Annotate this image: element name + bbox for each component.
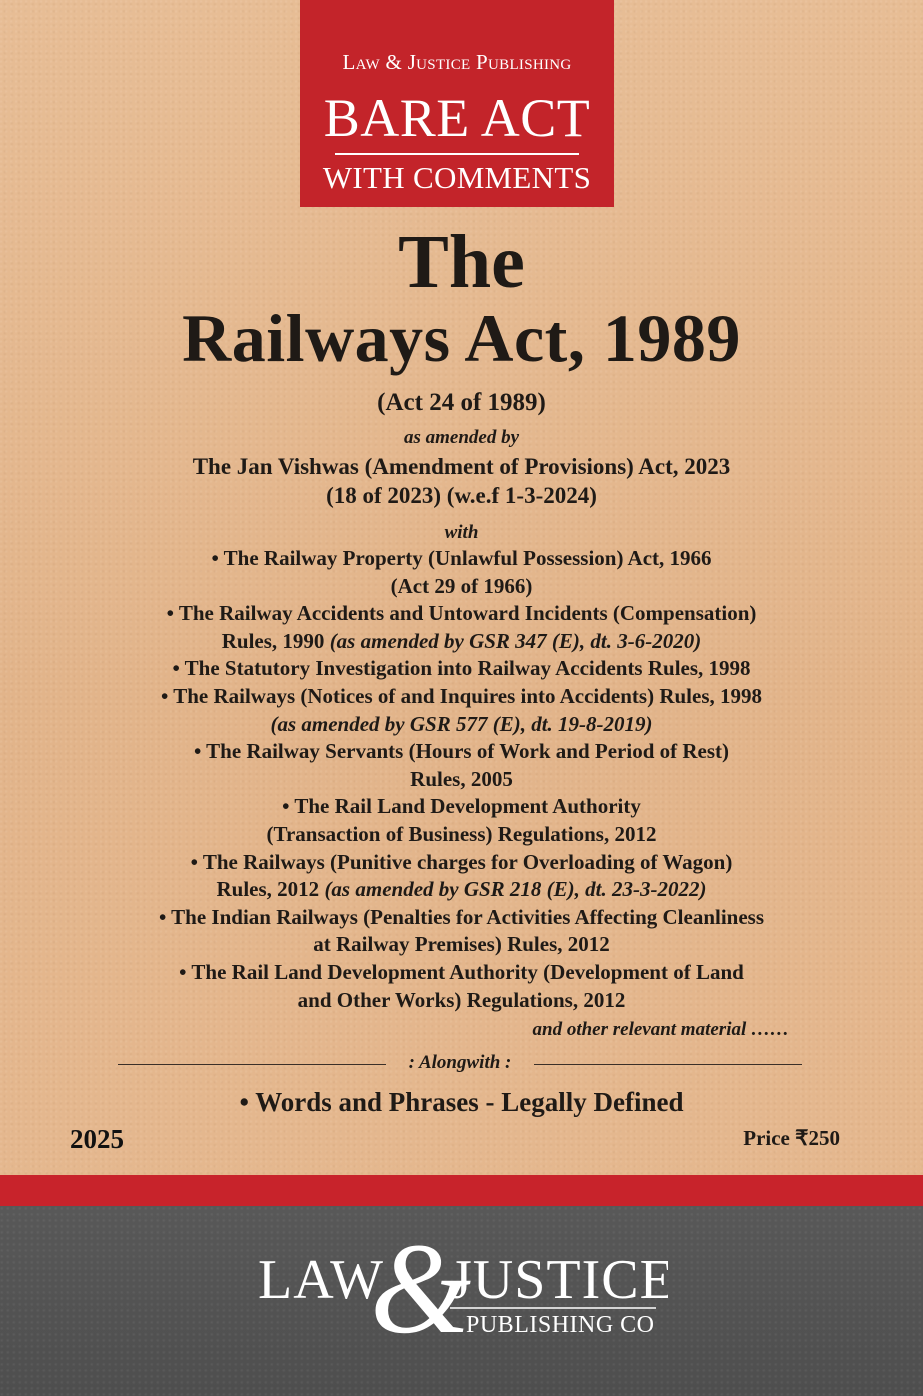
contents-line-text: at Railway Premises) Rules, 2012	[313, 932, 610, 957]
contents-line-text: (Act 29 of 1966)	[390, 573, 533, 598]
other-material: and other relevant material ……	[532, 1019, 789, 1040]
contents-line-text: • The Rail Land Development Authority (Development of Land	[179, 959, 744, 984]
contents-list	[0, 545, 923, 1014]
contents-line	[0, 738, 923, 766]
contents-line-text: • The Railway Property (Unlawful Possession) Act, 1966	[211, 546, 712, 570]
contents-line-text: Rules, 2012	[216, 877, 325, 902]
contents-line-text: • The Statutory Investigation into Railway Accidents Rules, 1998	[172, 656, 751, 681]
contents-line	[0, 793, 923, 821]
logo-law: LAW	[258, 1249, 385, 1311]
bare-act-badge	[300, 0, 614, 207]
amendment-line-1: The Jan Vishwas (Amendment of Provisions) Act, 2023	[192, 454, 731, 479]
contents-line	[0, 628, 923, 656]
act-number: (Act 24 of 1989)	[377, 389, 546, 416]
contents-line	[0, 600, 923, 628]
contents-line	[0, 987, 923, 1015]
contents-line-text: • The Railway Servants (Hours of Work and Period of Rest)	[193, 739, 730, 764]
badge-bare-act: BARE ACT	[323, 88, 591, 148]
badge-divider	[335, 153, 579, 155]
contents-line	[0, 931, 923, 959]
amendment-line-2: (18 of 2023) (w.e.f 1-3-2024)	[326, 483, 597, 508]
contents-line-text: (Transaction of Business) Regulations, 2012	[266, 821, 657, 846]
contents-line	[0, 876, 923, 904]
logo-tagline: PUBLISHING CO	[466, 1312, 655, 1338]
contents-line	[0, 655, 923, 683]
title-line-1: The	[398, 220, 525, 304]
contents-line-text: Rules, 2005	[410, 766, 513, 791]
alongwith-label: : Alongwith :	[408, 1052, 512, 1073]
price: Price ₹250	[743, 1126, 840, 1150]
logo-justice: JUSTICE	[450, 1249, 668, 1311]
contents-line-text: Rules, 1990	[221, 628, 330, 653]
with-label: with	[444, 522, 479, 543]
red-band	[0, 1175, 923, 1206]
contents-line-note: (as amended by GSR 347 (E), dt. 3-6-2020)	[329, 628, 702, 653]
contents-line-text: • The Railways (Notices of and Inquires into Accidents) Rules, 1998	[160, 683, 763, 708]
amendment-act	[0, 452, 923, 510]
contents-line	[0, 821, 923, 849]
publisher-logo	[258, 1226, 668, 1346]
contents-line	[0, 573, 923, 601]
contents-line-note: (as amended by GSR 577 (E), dt. 19-8-2019)	[270, 711, 653, 736]
contents-line	[0, 683, 923, 711]
words-phrases: • Words and Phrases - Legally Defined	[239, 1087, 684, 1117]
contents-line-text: • The Indian Railways (Penalties for Activities Affecting Cleanliness	[158, 904, 765, 929]
badge-publisher: Law & Justice Publishing	[342, 50, 572, 74]
title-line-2: Railways Act, 1989	[182, 300, 741, 376]
badge-with-comments: WITH COMMENTS	[322, 160, 592, 195]
contents-line-text: • The Railways (Punitive charges for Overloading of Wagon)	[190, 849, 733, 874]
alongwith-separator	[118, 1050, 802, 1078]
logo-amp: &	[370, 1226, 472, 1346]
contents-line	[0, 711, 923, 739]
contents-line-note: (as amended by GSR 218 (E), dt. 23-3-2022)	[324, 877, 707, 902]
contents-line-text: • The Rail Land Development Authority	[282, 794, 641, 819]
contents-line-text: and Other Works) Regulations, 2012	[297, 987, 626, 1012]
contents-line	[0, 849, 923, 877]
contents-line	[0, 959, 923, 987]
contents-line	[0, 545, 923, 573]
edition-year: 2025	[70, 1124, 124, 1154]
amended-by-label: as amended by	[403, 427, 520, 448]
contents-line	[0, 766, 923, 794]
contents-line-text: • The Railway Accidents and Untoward Incidents (Compensation)	[166, 601, 757, 626]
separator-line-right	[534, 1064, 802, 1065]
contents-line	[0, 904, 923, 932]
